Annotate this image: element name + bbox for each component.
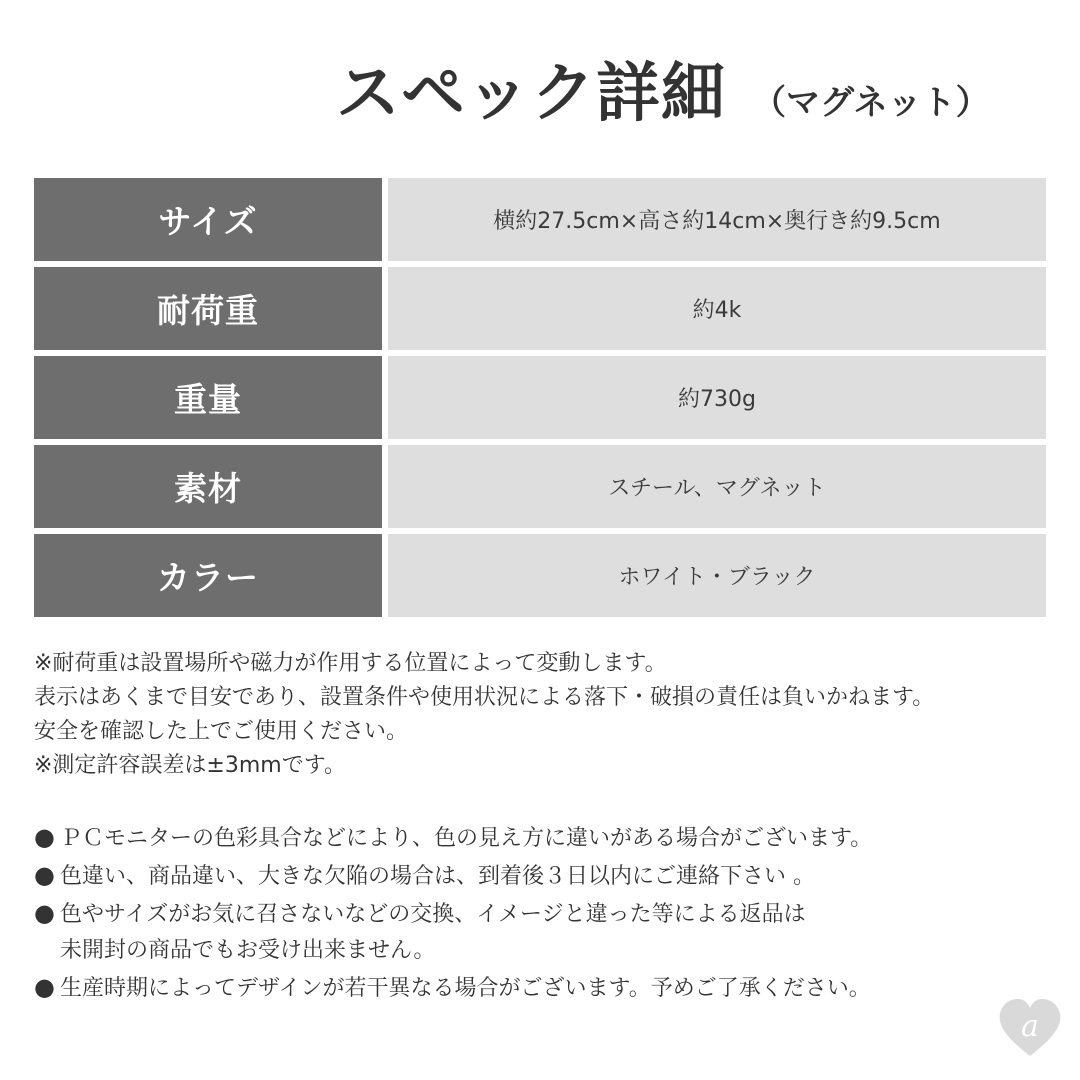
note-line: 表示はあくまで目安であり、設置条件や使用状況による落下・破損の責任は負いかねます。	[34, 685, 935, 710]
notes	[34, 647, 1054, 783]
spec-value: スチール、マグネット	[388, 445, 1046, 528]
note-line: ※測定許容誤差は±3mmです。	[34, 753, 346, 778]
logo-letter: a	[1021, 1009, 1039, 1044]
bullet-icon: ●	[34, 861, 55, 889]
bullet-icon: ●	[34, 899, 55, 927]
bullet-item	[34, 969, 1054, 1007]
spec-row-color	[34, 534, 1046, 617]
page-title	[0, 52, 1080, 142]
title-main: スペック詳細	[336, 57, 726, 131]
spec-value: 約730g	[388, 356, 1046, 439]
spec-row-material	[34, 445, 1046, 528]
title-sub: （マグネット）	[752, 83, 990, 123]
spec-row-size	[34, 178, 1046, 261]
spec-label: 素材	[34, 445, 382, 528]
bullet-text: ＰＣモニターの色彩具合などにより、色の見え方に違いがある場合がございます。	[60, 826, 873, 851]
spec-label: 耐荷重	[34, 267, 382, 350]
bullet-text: 色違い、商品違い、大きな欠陥の場合は、到着後３日以内にご連絡下さい 。	[60, 864, 815, 889]
brand-logo	[996, 996, 1064, 1060]
spec-row-weight	[34, 356, 1046, 439]
spec-value: 横約27.5cm×高さ約14cm×奥行き約9.5cm	[388, 178, 1046, 261]
spec-label: 重量	[34, 356, 382, 439]
bullet-continuation: 未開封の商品でもお受け出来ません。	[60, 938, 436, 963]
heart-icon	[996, 996, 1064, 1060]
bullet-item	[34, 857, 1054, 895]
bullet-list	[34, 819, 1054, 1007]
bullet-text: 生産時期によってデザインが若干異なる場合がございます。予めご了承ください。	[60, 976, 871, 1001]
spec-row-load-capacity	[34, 267, 1046, 350]
bullet-item	[34, 895, 1054, 933]
note-line: 安全を確認した上でご使用ください。	[34, 719, 409, 744]
note-line: ※耐荷重は設置場所や磁力が作用する位置によって変動します。	[34, 651, 667, 676]
spec-label: カラー	[34, 534, 382, 617]
spec-value: ホワイト・ブラック	[388, 534, 1046, 617]
bullet-item	[34, 819, 1054, 857]
spec-label: サイズ	[34, 178, 382, 261]
bullet-text: 色やサイズがお気に召さないなどの交換、イメージと違った等による返品は	[60, 902, 806, 927]
bullet-icon: ●	[34, 973, 55, 1001]
spec-value: 約4k	[388, 267, 1046, 350]
bullet-icon: ●	[34, 823, 55, 851]
